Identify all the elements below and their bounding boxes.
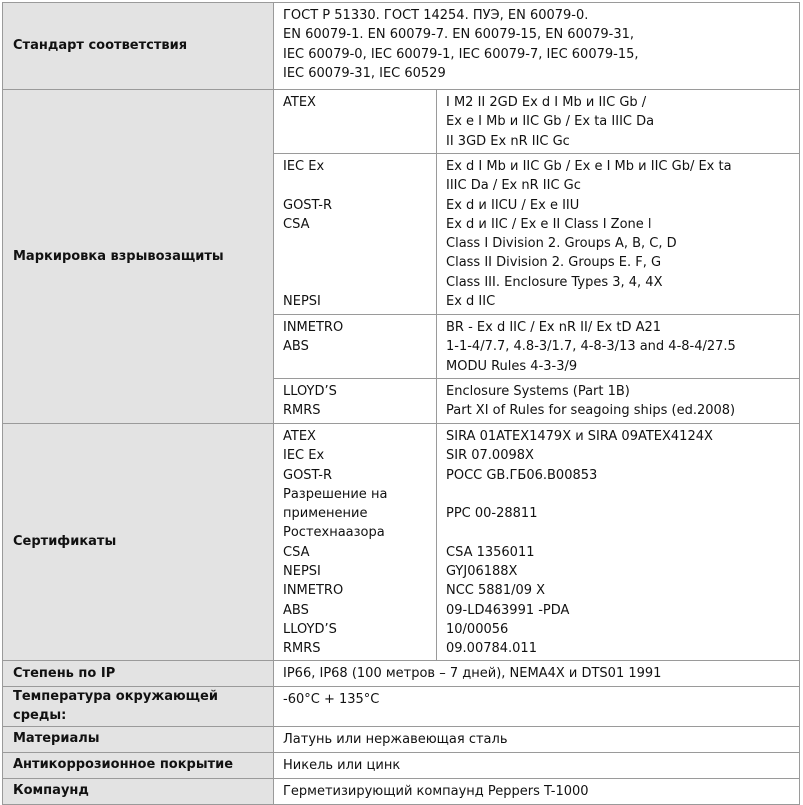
marking-subtable [274,90,800,424]
marking-inmetro-value: BR - Ex d IIC / Ex nR II/ Ex tD A21 [446,320,662,335]
standard-line-list [283,6,793,83]
label-compound: Компаунд [3,778,274,804]
marking-iec-value: Class III. Enclosure Types 3, 4, 4X [446,274,663,290]
value-standard [274,3,800,90]
marking-iec-key [283,273,432,292]
marking-lloyds-value: Part XI of Rules for seagoing ships (ed.2008) [446,403,736,419]
marking-iec-key: NEPSI [283,294,321,310]
certificate-value: РРС 00-28811 [446,506,538,522]
label-temperature: Температура окружающей среды: [3,687,274,727]
row-coating [3,752,800,778]
certificate-value [446,485,795,504]
marking-lloyds-key: LLOYD’S [283,384,337,399]
standard-line: IEC 60079-0, IEC 60079-1, IEC 60079-7, IEC 60079-15, [283,46,639,62]
label-certificates: Сертификаты [3,424,274,661]
label-coating: Антикоррозионное покрытие [3,752,274,778]
certificate-key: Разрешение на [283,486,388,502]
value-ip: IP66, IP68 (100 метров – 7 дней), NEMA4X и DTS01 1991 [274,661,800,687]
label-marking: Маркировка взрывозащиты [3,90,274,424]
certificate-value: РОСС GB.ГБ06.B00853 [446,467,598,483]
label-standard: Стандарт соответствия [3,3,274,90]
value-compound: Герметизирующий компаунд Peppers T-1000 [274,778,800,804]
certificate-key: NEPSI [283,564,321,580]
certificate-value-list [437,424,799,660]
marking-inmetro-value-list [437,315,799,378]
certificates-list [274,424,799,660]
certificate-value: CSA 1356011 [446,544,535,560]
value-materials: Латунь или нержавеющая сталь [274,726,800,752]
marking-iec-key [283,176,432,195]
row-compound [3,778,800,804]
marking-atex-key-list [274,90,437,153]
marking-iec-key [283,253,432,272]
marking-lloyds-value-list [437,379,799,423]
certificate-value: GYJ06188X [446,564,518,580]
marking-iec-value: Ex d и IICU / Ex e IIU [446,197,580,213]
label-ip: Степень по IP [3,661,274,687]
marking-atex [274,90,799,154]
marking-inmetro-value: MODU Rules 4-3-3/9 [446,358,578,374]
marking-inmetro-key-list [274,315,437,378]
marking-lloyds-key: RMRS [283,403,321,419]
value-coating: Никель или цинк [274,752,800,778]
marking-iec-value: IIIC Da / Ex nR IIC Gc [446,178,581,194]
marking-iec-key: GOST-R [283,197,333,213]
marking-inmetro-key: ABS [283,339,309,355]
certificate-value: 10/00056 [446,621,509,637]
specification-table [2,2,800,805]
certificate-key: ABS [283,602,309,618]
value-temperature: -60°C + 135°C [274,687,800,727]
certificate-value: SIR 07.0098X [446,448,534,464]
marking-iec [274,154,799,315]
certificates-subtable [274,424,800,661]
certificate-value: 09-LD463991 -PDA [446,602,570,618]
standard-line: EN 60079-1. EN 60079-7. EN 60079-15, EN 60079-31, [283,27,635,43]
marking-inmetro-value: 1-1-4/7.7, 4.8-3/1.7, 4-8-3/13 and 4-8-4/27.5 [446,339,736,355]
standard-line: IEC 60079-31, IEC 60529 [283,65,446,81]
marking-iec-value: Class II Division 2. Groups E. F, G [446,255,662,271]
marking-lloyds-key-list [274,379,437,423]
certificate-key: CSA [283,544,310,560]
certificate-value: SIRA 01ATEX1479X и SIRA 09ATEX4124X [446,429,713,444]
row-marking [3,90,800,424]
certificate-key: Ростехнаазора [283,525,385,541]
marking-iec-value: Ex d I Mb и IIC Gb / Ex e I Mb и IIC Gb/ Ex ta [446,159,732,174]
standard-line: ГОСТ Р 51330. ГОСТ 14254. ПУЭ, EN 60079-0. [283,8,589,23]
marking-iec-key [283,234,432,253]
marking-iec-value: Ex d и IIC / Ex e II Class I Zone l [446,216,652,232]
marking-iec-value: Class I Division 2. Groups A, B, C, D [446,236,677,252]
marking-iec-value: Ex d IIC [446,294,496,310]
marking-iec-key-list [274,154,437,314]
marking-atex-value: I M2 II 2GD Ex d I Mb и IIC Gb / [446,95,647,110]
label-materials: Материалы [3,726,274,752]
marking-lloyds [274,379,799,423]
marking-atex-value-list [437,90,799,153]
row-certificates [3,424,800,661]
certificate-key-list [274,424,437,660]
certificate-value [446,523,795,542]
certificate-value: 09.00784.011 [446,641,537,657]
marking-inmetro [274,315,799,379]
marking-lloyds-value: Enclosure Systems (Part 1B) [446,384,630,399]
marking-atex-value: II 3GD Ex nR IIC Gc [446,133,570,149]
row-temperature [3,687,800,727]
row-ip [3,661,800,687]
row-standard [3,3,800,90]
marking-atex-key: ATEX [283,95,316,110]
certificate-value: NCC 5881/09 X [446,583,546,599]
row-materials [3,726,800,752]
certificate-key: RMRS [283,641,321,657]
certificate-key: INMETRO [283,583,344,599]
marking-iec-value-list [437,154,799,314]
certificate-key: LLOYD’S [283,621,337,637]
marking-iec-key: IEC Ex [283,159,325,174]
certificate-key: ATEX [283,429,316,444]
marking-atex-value: Ex e I Mb и IIC Gb / Ex ta IIIC Da [446,114,655,130]
marking-inmetro-key: INMETRO [283,320,344,335]
certificate-key: IEC Ex [283,448,325,464]
marking-iec-key: CSA [283,216,310,232]
certificate-key: применение [283,506,368,522]
certificate-key: GOST-R [283,467,333,483]
